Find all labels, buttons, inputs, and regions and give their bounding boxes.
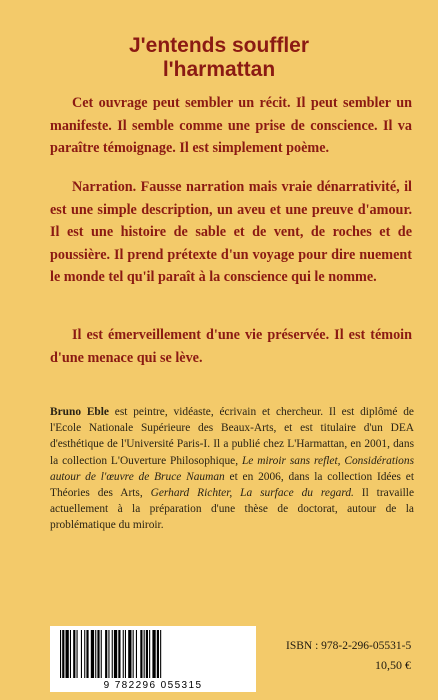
barcode-bar xyxy=(105,630,107,678)
barcode-bar xyxy=(140,630,142,678)
barcode-bar xyxy=(133,630,134,678)
barcode-bar xyxy=(136,630,137,678)
blurb-text-3: Il est émerveillement d'une vie préservée. Il est témoin d'une menace qui se lève. xyxy=(50,327,412,366)
barcode-bar xyxy=(160,630,161,678)
bio-text-2: et en 2006, dans la collection Idées et Théories des Arts, xyxy=(50,470,414,500)
barcode-bar xyxy=(77,630,78,678)
author-bio xyxy=(50,404,414,534)
bio-work-2: Gerhard Richter, La surface du regard. xyxy=(150,487,354,500)
blurb-paragraph-3 xyxy=(50,324,412,369)
barcode-bar xyxy=(86,630,88,678)
barcode-bar xyxy=(152,630,155,678)
barcode-bar xyxy=(97,630,99,678)
barcode-bar xyxy=(149,630,150,678)
barcode-bar xyxy=(157,630,159,678)
barcode-bar xyxy=(108,630,109,678)
barcode-bar xyxy=(128,630,131,678)
bio-text-1: est peintre, vidéaste, écrivain et chercheur. Il est diplômé de l'Ecole Nationale Supérieure des Beaux-Arts, et est titulaire d'un DEA d'esthétique de l'Université Paris-I. Il a publié chez L'Harmattan, en 2001, dans la collection L'Ouverture Philosophique, xyxy=(50,406,414,467)
bio-text-3: Il travaille actuellement à la préparation d'une thèse de doctorat, autour de la problématique du miroir. xyxy=(50,487,414,532)
barcode-bar xyxy=(81,630,82,678)
barcode-bar xyxy=(70,630,71,678)
barcode-bar xyxy=(125,630,126,678)
barcode xyxy=(50,626,256,692)
barcode-bars xyxy=(60,630,246,678)
barcode-bar xyxy=(66,630,69,678)
author-name: Bruno Eble xyxy=(50,406,109,418)
isbn: ISBN : 978-2-296-05531-5 xyxy=(286,640,412,652)
title-line-2: l'harmattan xyxy=(162,58,276,81)
blurb-paragraph-1 xyxy=(50,92,412,160)
book-title xyxy=(0,34,438,82)
barcode-bar xyxy=(118,630,120,678)
barcode-bar xyxy=(62,630,64,678)
barcode-bar xyxy=(84,630,85,678)
price: 10,50 € xyxy=(375,658,411,672)
blurb-text-1: Cet ouvrage peut sembler un récit. Il peut sembler un manifeste. Il semble comme une prise de conscience. Il va paraître témoignage. Il est simplement poème. xyxy=(50,95,412,156)
barcode-bar xyxy=(114,630,117,678)
barcode-bar xyxy=(123,630,124,678)
title-line-1: J'entends souffler xyxy=(128,34,310,57)
barcode-bar xyxy=(112,630,113,678)
barcode-number: 9 782296 055315 xyxy=(103,680,203,691)
barcode-bar xyxy=(146,630,148,678)
bio-work-1: Le miroir sans reflet, Considérations autour de l'œuvre de Bruce Nauman xyxy=(50,454,414,483)
barcode-bar xyxy=(101,630,102,678)
barcode-bar xyxy=(91,630,94,678)
blurb-paragraph-2 xyxy=(50,176,412,289)
blurb-text-2: Narration. Fausse narration mais vraie dénarrativité, il est une simple description, un aveu et une preuve d'amour. Il est une histoire de sable et de vent, de roches et de poussière. Il prend prétexte d'un voyage pour dire nuement le monde tel qu'il paraît à la conscience qui le nomme. xyxy=(50,179,412,285)
barcode-bar xyxy=(144,630,145,678)
barcode-bar xyxy=(73,630,75,678)
barcode-bar xyxy=(60,630,61,678)
barcode-bar xyxy=(95,630,96,678)
